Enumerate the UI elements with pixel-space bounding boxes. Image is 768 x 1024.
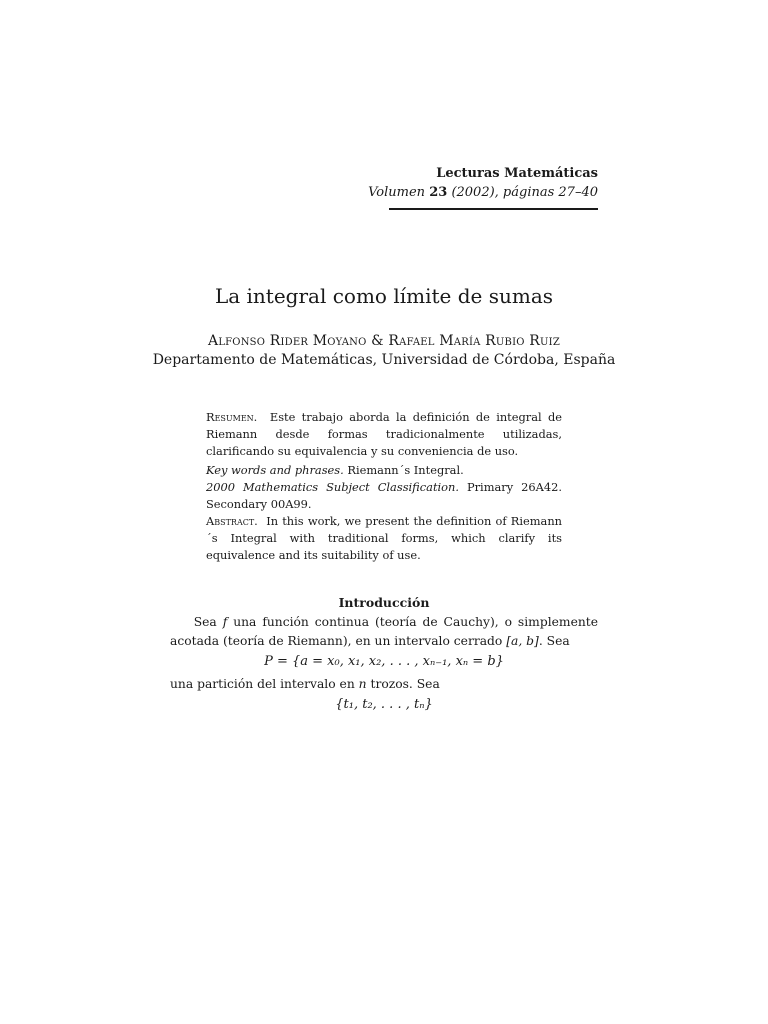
journal-header xyxy=(368,164,598,202)
para1-a: Sea xyxy=(193,615,217,629)
volume-number: 23 xyxy=(429,185,448,200)
header-rule xyxy=(389,208,598,210)
resumen-text: Este trabajo aborda la definición de integral de Riemann desde formas tradicionalmente utilizadas, clarificando su equivalencia y su conveniencia de uso. xyxy=(206,410,562,458)
para1-interval: [a, b] xyxy=(506,634,539,648)
formula-partition: P = {a = x₀, x₁, x₂, . . . , xₙ₋₁, xₙ = b} xyxy=(264,654,504,669)
intro-paragraph-1 xyxy=(170,613,598,651)
abstract-paragraph xyxy=(206,513,562,564)
paper-authors: Alfonso Rider Moyano & Rafael María Rubio Ruiz xyxy=(208,333,560,349)
abstract-label: Abstract. xyxy=(206,514,258,528)
msc-text: Primary 26A42. Secondary 00A99. xyxy=(206,480,562,511)
msc-paragraph xyxy=(206,479,562,513)
para2-b: trozos. Sea xyxy=(370,677,440,691)
resumen-label: Resumen. xyxy=(206,410,258,424)
para2-n: n xyxy=(358,677,367,691)
para1-f: f xyxy=(222,615,228,629)
volume-prefix: Volumen xyxy=(368,185,426,200)
keywords-text: Riemann´s Integral. xyxy=(347,463,464,477)
volume-suffix: (2002), páginas 27–40 xyxy=(451,185,598,200)
keywords-label: Key words and phrases. xyxy=(206,463,344,477)
resumen-paragraph xyxy=(206,409,562,460)
intro-paragraph-2 xyxy=(170,675,598,694)
formula-points: {t₁, t₂, . . . , tₙ} xyxy=(335,697,433,712)
journal-name: Lecturas Matemáticas xyxy=(436,166,598,181)
paper-title: La integral como límite de sumas xyxy=(214,284,554,308)
abstract-text: In this work, we present the definition of Riemann´s Integral with traditional forms, which clarify its equivalence and its suitability of use. xyxy=(206,514,562,562)
para2-a: una partición del intervalo en xyxy=(170,677,355,691)
msc-label: 2000 Mathematics Subject Classification. xyxy=(206,480,459,494)
section-title: Introducción xyxy=(338,595,430,610)
keywords-paragraph xyxy=(206,462,562,479)
paper-affiliation: Departamento de Matemáticas, Universidad de Córdoba, España xyxy=(152,352,616,368)
para1-b: una función continua (teoría de Cauchy), o simplemente acotada (teoría de Riemann), en un intervalo cerrado xyxy=(170,615,598,648)
para1-c: . Sea xyxy=(538,634,570,648)
journal-volume xyxy=(368,183,598,202)
